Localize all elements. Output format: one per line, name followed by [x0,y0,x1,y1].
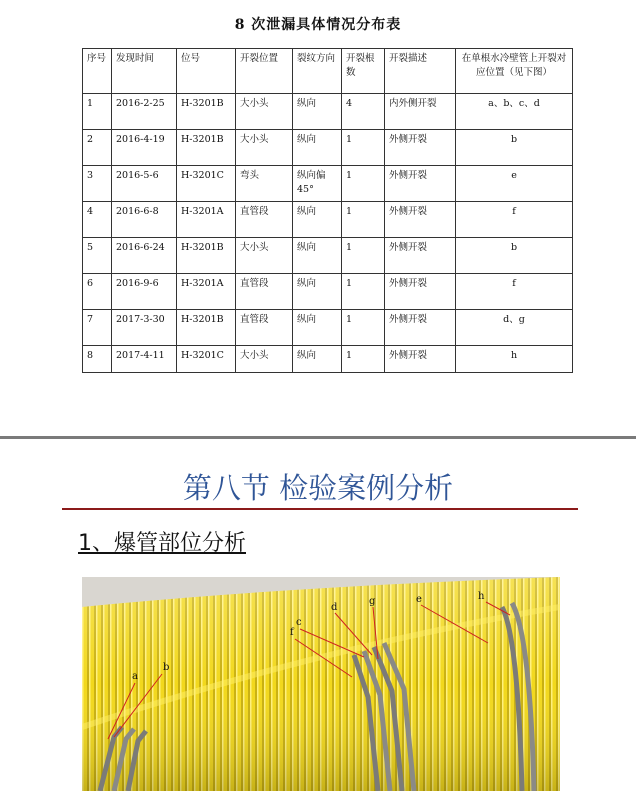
col-header-location: 开裂位置 [236,49,293,94]
cell-tag: H-3201A [177,202,236,238]
table-row [83,202,573,238]
cell-description: 外侧开裂 [385,130,456,166]
title-underline [62,508,578,510]
label-b: b [163,662,170,673]
col-header-count: 开裂根数 [342,49,385,94]
cell-direction: 纵向 [293,310,342,346]
cell-tag: H-3201B [177,94,236,130]
cell-tag: H-3201C [177,166,236,202]
table-row [83,310,573,346]
table-row [83,166,573,202]
cell-count: 1 [342,166,385,202]
cell-index: 4 [83,202,112,238]
table-row [83,274,573,310]
cell-location: 大小头 [236,238,293,274]
col-header-direction: 裂纹方向 [293,49,342,94]
cell-count: 1 [342,238,385,274]
subheading: 1、爆管部位分析 [78,531,246,556]
cell-direction: 纵向 [293,346,342,373]
cell-location: 大小头 [236,130,293,166]
cell-description: 外侧开裂 [385,166,456,202]
cell-tag: H-3201B [177,238,236,274]
cell-direction: 纵向 [293,202,342,238]
cell-count: 1 [342,130,385,166]
cell-count: 1 [342,202,385,238]
cell-index: 1 [83,94,112,130]
cell-direction: 纵向 [293,238,342,274]
cell-description: 外侧开裂 [385,274,456,310]
cell-location: 大小头 [236,94,293,130]
cell-description: 外侧开裂 [385,346,456,373]
table-header-row [83,49,573,94]
cell-date: 2016-9-6 [112,274,177,310]
label-e: e [416,594,422,605]
table-row [83,94,573,130]
leak-distribution-table [82,48,573,373]
cell-index: 2 [83,130,112,166]
label-d: d [331,602,338,613]
label-g: g [369,596,376,607]
cell-date: 2016-5-6 [112,166,177,202]
table-row [83,130,573,166]
section-title: 第八节 检验案例分析 [182,471,454,505]
cell-description: 外侧开裂 [385,238,456,274]
cell-count: 1 [342,346,385,373]
label-f: f [290,627,294,638]
label-a: a [132,671,138,682]
cell-index: 5 [83,238,112,274]
cell-direction: 纵向 [293,94,342,130]
col-header-position: 在单根水冷壁管上开裂对应位置（见下图） [456,49,573,94]
cell-position: b [456,238,573,274]
water-wall-tube-figure [82,577,560,791]
cell-position: h [456,346,573,373]
cell-position: b [456,130,573,166]
table-row [83,346,573,373]
cell-index: 8 [83,346,112,373]
cell-direction: 纵向 [293,130,342,166]
cell-location: 直管段 [236,274,293,310]
cell-date: 2017-4-11 [112,346,177,373]
cell-index: 7 [83,310,112,346]
cell-direction: 纵向 [293,274,342,310]
cell-position: d、g [456,310,573,346]
cell-count: 4 [342,94,385,130]
col-header-date: 发现时间 [112,49,177,94]
col-header-description: 开裂描述 [385,49,456,94]
cell-description: 外侧开裂 [385,310,456,346]
cell-date: 2017-3-30 [112,310,177,346]
cell-position: a、b、c、d [456,94,573,130]
label-h: h [478,591,485,602]
cell-date: 2016-6-8 [112,202,177,238]
cell-date: 2016-2-25 [112,94,177,130]
cell-tag: H-3201B [177,130,236,166]
cell-tag: H-3201C [177,346,236,373]
col-header-index: 序号 [83,49,112,94]
cell-location: 直管段 [236,310,293,346]
cell-count: 1 [342,310,385,346]
cell-date: 2016-6-24 [112,238,177,274]
cell-position: e [456,166,573,202]
cell-position: f [456,202,573,238]
table-title: 8 次泄漏具体情况分布表 [234,17,402,33]
cell-description: 外侧开裂 [385,202,456,238]
label-c: c [296,617,302,628]
cell-tag: H-3201A [177,274,236,310]
cell-index: 3 [83,166,112,202]
cell-description: 内外侧开裂 [385,94,456,130]
cell-count: 1 [342,274,385,310]
cell-tag: H-3201B [177,310,236,346]
cell-location: 直管段 [236,202,293,238]
table-row [83,238,573,274]
cell-position: f [456,274,573,310]
cell-date: 2016-4-19 [112,130,177,166]
cell-direction: 纵向偏45° [293,166,342,202]
cell-index: 6 [83,274,112,310]
cell-location: 弯头 [236,166,293,202]
col-header-tag: 位号 [177,49,236,94]
cell-location: 大小头 [236,346,293,373]
